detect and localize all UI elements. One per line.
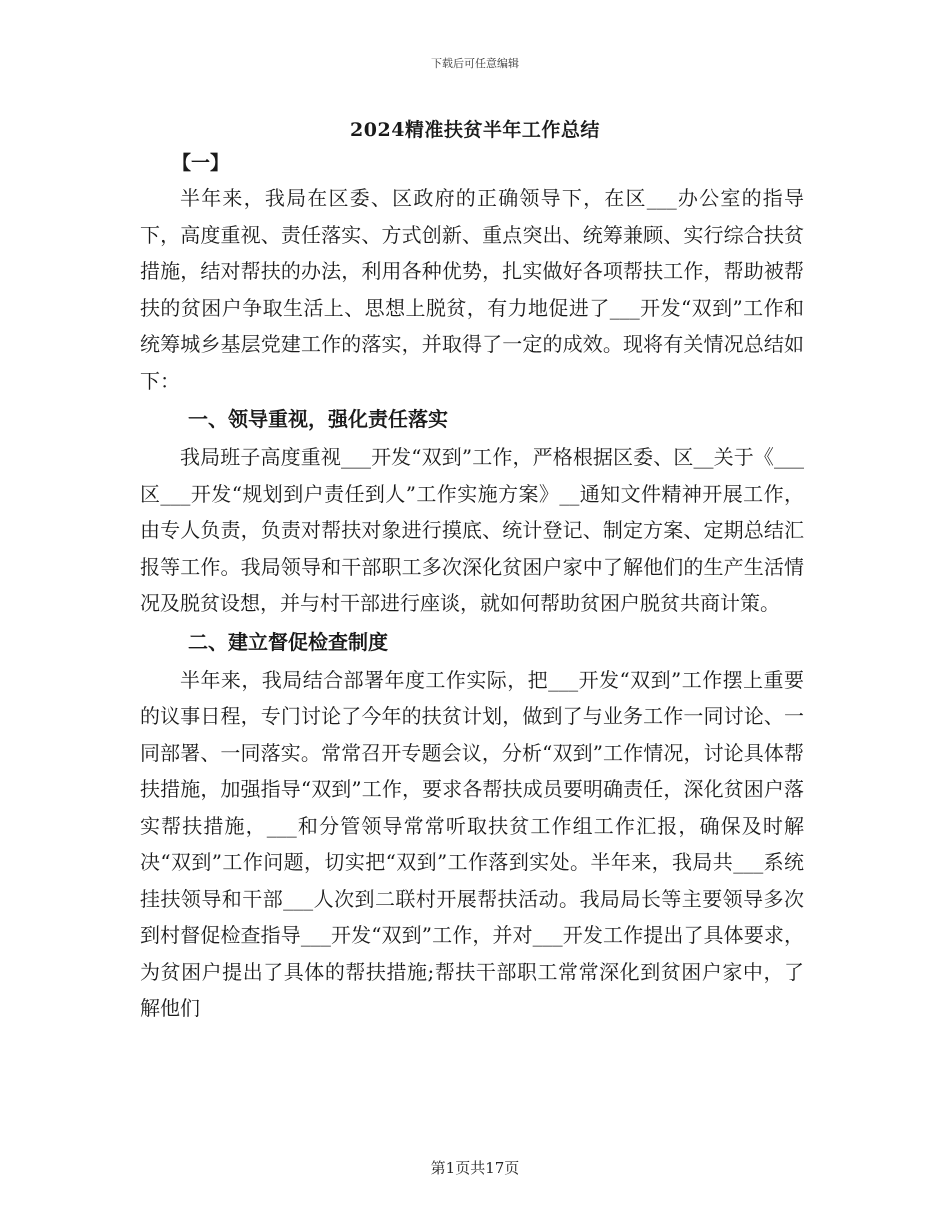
- heading-supervision: 二、建立督促检查制度: [188, 629, 388, 654]
- section-label: 【一】: [172, 152, 230, 174]
- header-note: 下载后可任意编辑: [431, 57, 519, 70]
- document-title: 2024精准扶贫半年工作总结: [350, 119, 600, 141]
- heading-leadership: 一、领导重视，强化责任落实: [188, 407, 448, 431]
- paragraph-leadership: 我局班子高度重视___开发“双到”工作，严格根据区委、区__关于《___区___开发“规划到户责任到人”工作实施方案》__通知文件精神开展工作，由专人负责，负责对帮扶对象进行摸底、统计登记、制定方案、定期总结汇报等工作。我局领导和干部职工多次深化贫困户家中了解他们的生产生活情况及脱贫设想，并与村干部进行座谈，就如何帮助贫困户脱贫共商计策。: [140, 445, 804, 615]
- paragraph-supervision: 半年来，我局结合部署年度工作实际，把___开发“双到”工作摆上重要的议事日程，专门讨论了今年的扶贫计划，做到了与业务工作一同讨论、一同部署、一同落实。常常召开专题会议，分析“双到”工作情况，讨论具体帮扶措施，加强指导“双到”工作，要求各帮扶成员要明确责任，深化贫困户落实帮扶措施，___和分管领导常常听取扶贫工作组工作汇报，确保及时解决“双到”工作问题，切实把“双到”工作落到实处。半年来，我局共___系统挂扶领导和干部___人次到二联村开展帮扶活动。我局局长等主要领导多次到村督促检查指导___开发“双到”工作，并对___开发工作提出了具体要求，为贫困户提出了具体的帮扶措施;帮扶干部职工常常深化到贫困户家中，了解他们: [140, 667, 804, 1020]
- page-footer: 第1页共17页: [430, 1159, 520, 1177]
- document-body: [140, 180, 804, 1027]
- paragraph-intro: 半年来，我局在区委、区政府的正确领导下，在区___办公室的指导下，高度重视、责任落实、方式创新、重点突出、统筹兼顾、实行综合扶贫措施，结对帮扶的办法，利用各种优势，扎实做好各项帮扶工作，帮助被帮扶的贫困户争取生活上、思想上脱贫，有力地促进了___开发“双到”工作和统筹城乡基层党建工作的落实，并取得了一定的成效。现将有关情况总结如下：: [140, 186, 804, 393]
